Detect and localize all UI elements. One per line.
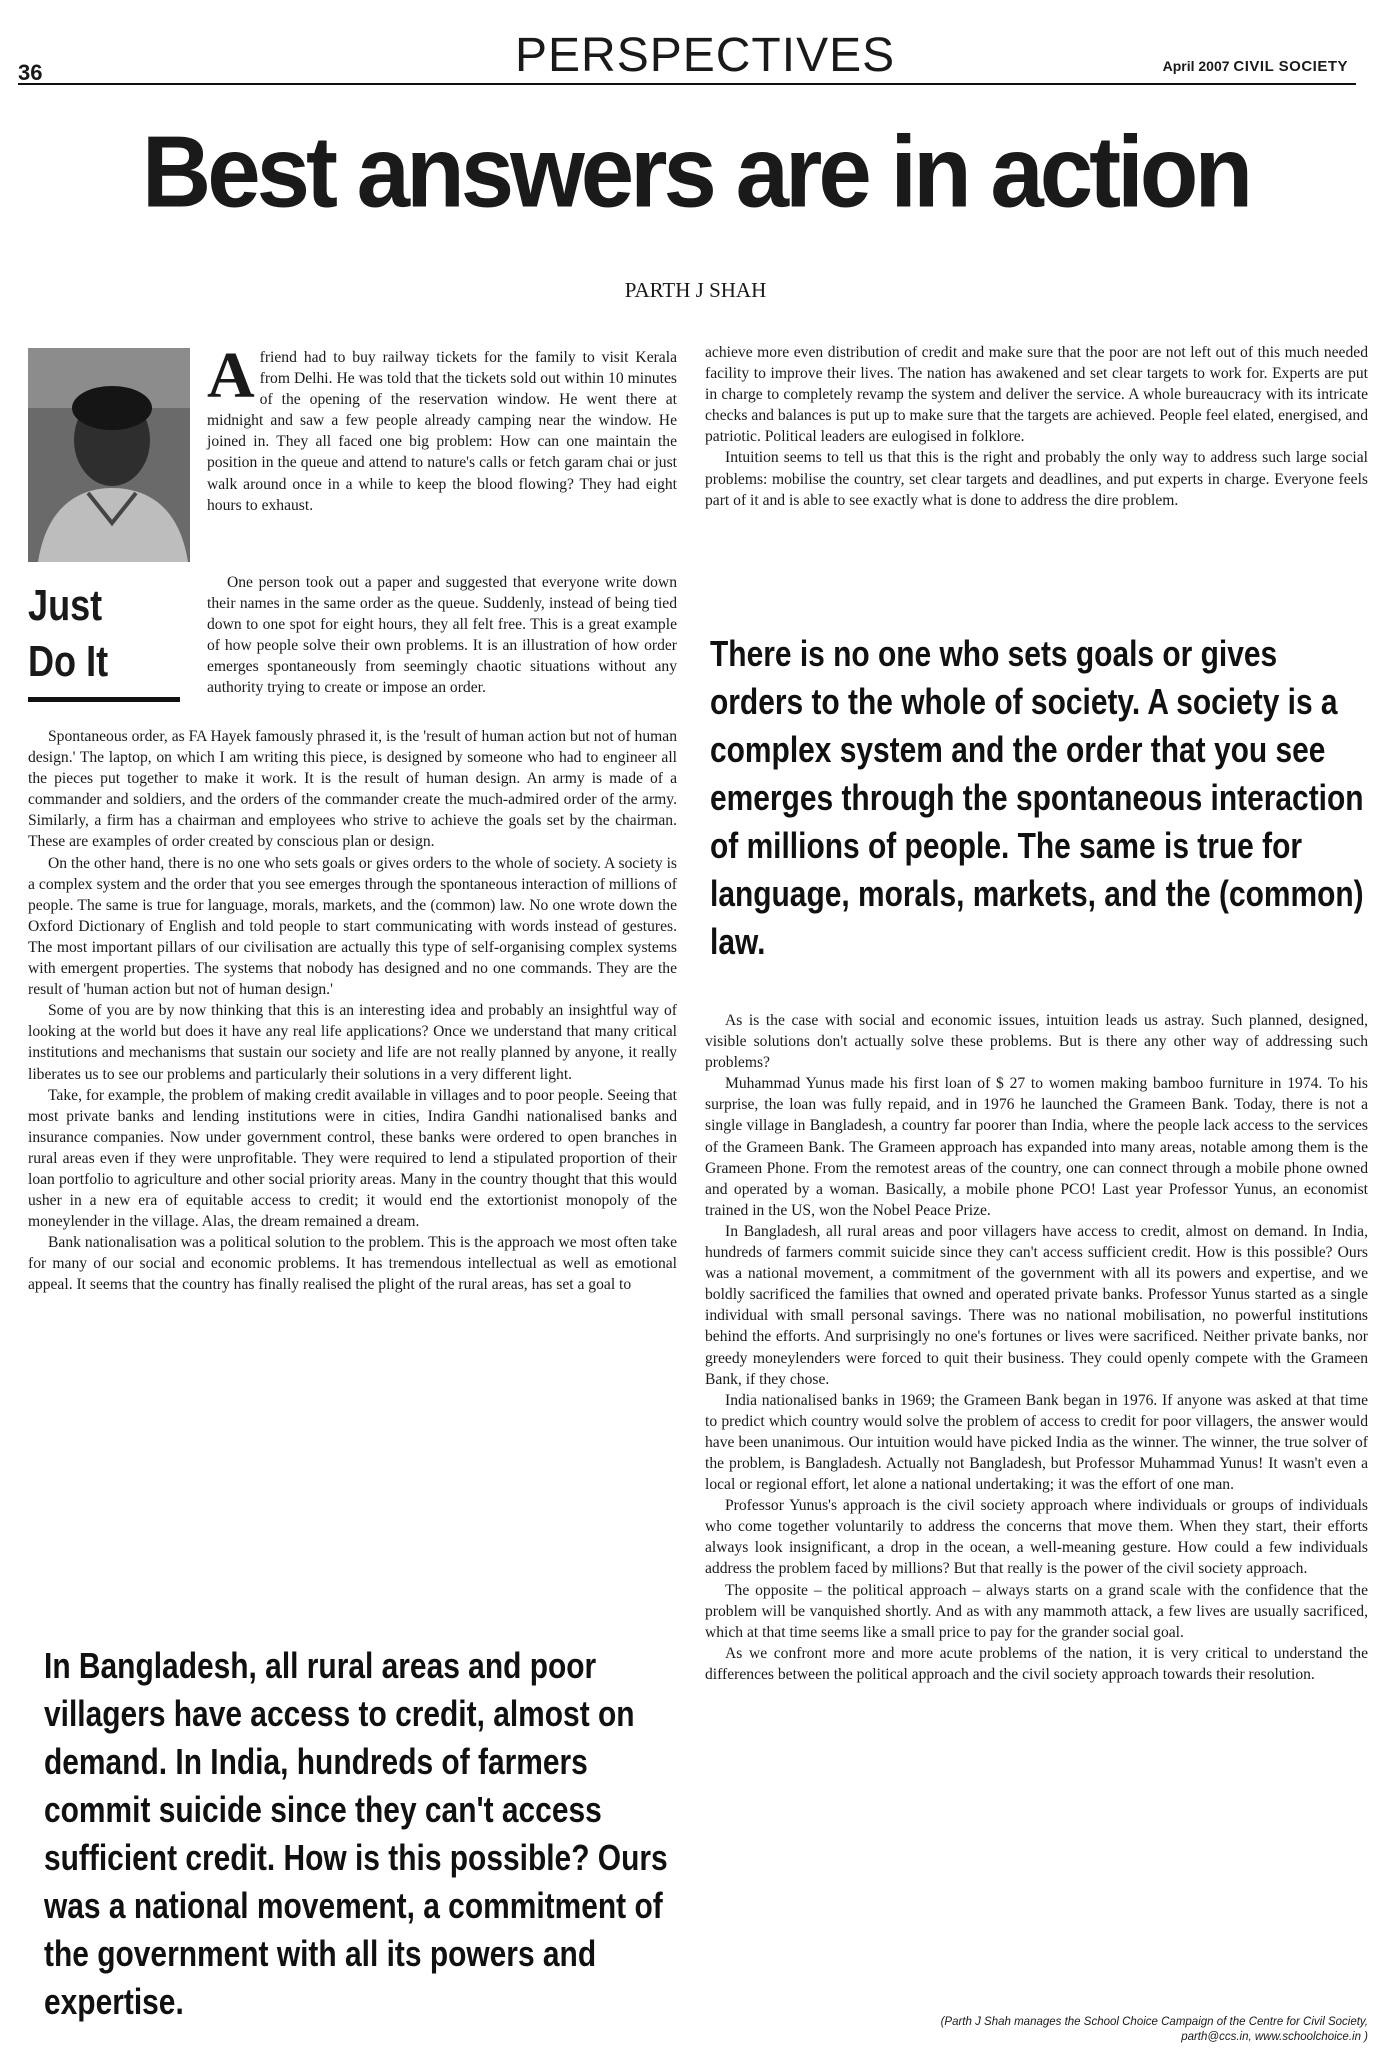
paragraph: The opposite – the political approach – always starts on a grand scale with the confidence that the problem will be vanquished shortly. And as with any mammoth attack, a few lives are usually sacrificed, which at that time seems like a small price to pay for the grander social goal. (705, 1581, 1368, 1641)
paragraph: On the other hand, there is no one who sets goals or gives orders to the whole of society. A society is a complex system and the order that you see emerges through the spontaneous interaction of millions of people. The same is true for language, morals, markets, and the (common) law. No one wrote down the Oxford Dictionary of English and told people to start communicating with words instead of gestures. The most important pillars of our civilisation are actually this type of self-organising complex systems with emergent properties. The systems that nobody has designed and no one commands. They are the result of 'human action but not of human design.' (28, 854, 677, 999)
author-note-line-2: parth@ccs.in, www.schoolchoice.in ) (1181, 2031, 1368, 2043)
paragraph: Take, for example, the problem of making credit available in villages and to poor people. Seeing that most private banks and lending institutions were in cities, Indira Gandhi nationalised banks and insurance companies. Now under government control, these banks were ordered to open branches in rural areas even if they were unprofitable. They were required to lend a stipulated proportion of their loan portfolio to agriculture and other social priority areas. Many in the country thought that this would usher in a new era of equitable access to credit; it would end the extortionist monopoly of the moneylender in the village. Alas, the dream remained a dream. (28, 1086, 677, 1231)
column-1-wrap (207, 572, 677, 699)
paragraph: Professor Yunus's approach is the civil society approach where individuals or groups of individuals who come together voluntarily to address the concerns that move them. When they start, their efforts always look insignificant, a drop in the ocean, a well-meaning gesture. How could a few individuals address the problem faced by millions? But that really is the power of the civil society approach. (705, 1497, 1368, 1578)
kicker (28, 578, 108, 690)
byline: PARTH J SHAH (624, 278, 767, 302)
author-note-line-1: (Parth J Shah manages the School Choice Campaign of the Centre for Civil Society, (940, 2016, 1368, 2028)
author-portrait-icon (28, 348, 190, 562)
author-note (705, 2015, 1368, 2045)
issue-date: April 2007 (1162, 58, 1230, 74)
paragraph: As we confront more and more acute problems of the nation, it is very critical to understand the differences between the political approach and the civil society approach towards their resolution. (705, 1644, 1368, 1683)
column-1-top (207, 339, 677, 516)
page-number: 36 (18, 60, 43, 85)
article-headline: Best answers are in action (141, 116, 1250, 229)
paragraph: achieve more even distribution of credit and make sure that the poor are not left out of this much needed facility to improve their lives. The nation has awakened and set clear targets to work for. Experts are put in charge to completely revamp the system and deliver the service. A whole bureaucracy with its intricate checks and balances is put up to make sure that the targets are achieved. People feel elated, energised, and patriotic. Political leaders are eulogised in folklore. (705, 344, 1368, 446)
kicker-rule (28, 697, 180, 702)
header-rule (18, 83, 1356, 85)
publication-name: CIVIL SOCIETY (1233, 58, 1348, 75)
author-photo (28, 348, 190, 562)
kicker-line-1: Just (28, 581, 103, 630)
paragraph: One person took out a paper and suggested that everyone write down their names in the same order as the queue. Suddenly, instead of being tied down to one spot for eight hours, they all felt free. This is a great example of how people solve their own problems. It is an illustration of how order emerges spontaneously from seemingly chaotic situations without any authority trying to create or impose an order. (207, 574, 677, 697)
pull-quote-right: There is no one who sets goals or gives orders to the whole of society. A society is a complex system and the order that you see emerges through the spontaneous interaction of millions of people. The same is true for language, morals, markets, and the (common) law. (710, 633, 1364, 962)
paragraph: Spontaneous order, as FA Hayek famously phrased it, is the 'result of human action but not of human design.' The laptop, on which I am writing this piece, is designed by someone who had to engineer all the pieces put together to make it work. It is the result of human design. An army is made of a commander and soldiers, and the orders of the commander create the much-admired order of the army. Similarly, a firm has a chairman and employees who strive to achieve the goals set by the chairman. These are examples of order created by conscious plan or design. (28, 728, 677, 851)
paragraph: Bank nationalisation was a political solution to the problem. This is the approach we most often take for many of our social and economic problems. It has tremendous intellectual as well as emotional appeal. It seems that the country has finally realised the plight of the rural areas, has set a goal to (28, 1234, 677, 1294)
column-2-top (705, 342, 1368, 511)
paragraph: India nationalised banks in 1969; the Grameen Bank began in 1976. If anyone was asked at that time to predict which country would solve the problem of access to credit for poor villagers, the answer would have been unanimous. Our intuition would have picked India as the winner. The winner, the true solver of the problem, is Bangladesh. Actually not Bangladesh, but Professor Muhammad Yunus! It wasn't even a local or regional effort, let alone a national undertaking; it was the effort of one man. (705, 1391, 1368, 1494)
paragraph: Muhammad Yunus made his first loan of $ 27 to women making bamboo furniture in 1974. To his surprise, the loan was fully repaid, and in 1976 he launched the Grameen Bank. Today, there is not a single village in Bangladesh, a country far poorer than India, where the people lack access to the services of the Grameen Bank. The Grameen approach has expanded into many areas, notable among them is the Grameen Phone. From the remotest areas of the country, one can connect through a mobile phone owned and operated by a woman. Basically, a mobile phone PCO! Last year Professor Yunus, an economist trained in the US, won the Nobel Peace Prize. (705, 1075, 1368, 1219)
drop-cap: A (207, 339, 255, 412)
paragraph: As is the case with social and economic issues, intuition leads us astray. Such planned, designed, visible solutions don't actually solve these problems. But is there any other way of addressing such problems? (705, 1012, 1368, 1072)
paragraph (207, 339, 677, 516)
paragraph: Some of you are by now thinking that this is an interesting idea and probably an insightful way of looking at the world but does it have any real life applications? Once we understand that many critical institutions and mechanisms that sustain our society and life are not really planned by anyone, it really liberates us to see our problems and particularly their solutions in a very different light. (28, 1002, 677, 1083)
section-title: PERSPECTIVES (515, 29, 896, 82)
column-1-rest (28, 726, 677, 1296)
paragraph: In Bangladesh, all rural areas and poor villagers have access to credit, almost on demand. In India, hundreds of farmers commit suicide since they can't access sufficient credit. How is this possible? Ours was a national movement, a commitment of the government with all its powers and expertise, and we boldly sacrificed the families that owned and operated private banks. Professor Yunus started as a single individual with small personal savings. There was no national mobilisation, no powerful institutions behind the efforts. And surprisingly no one's fortunes or lives were sacrificed. Neither private banks, nor greedy moneylenders were forced to quit their business. They could openly compete with the Grameen Bank, if they chose. (705, 1222, 1368, 1388)
kicker-line-2: Do It (28, 637, 109, 686)
column-2-rest (705, 1010, 1368, 1685)
paragraph: Intuition seems to tell us that this is the right and probably the only way to address such large social problems: mobilise the country, set clear targets and deadlines, and put experts in charge. Everyone feels part of it and is able to see exactly what is done to address the dire problem. (705, 449, 1368, 509)
pull-quote-left: In Bangladesh, all rural areas and poor villagers have access to credit, almost on demand. In India, hundreds of farmers commit suicide since they can't access sufficient credit. How is this possible? Ours was a national movement, a commitment of the government with all its powers and expertise. (44, 1645, 668, 2022)
issue-info (1163, 58, 1348, 75)
paragraph-text: friend had to buy railway tickets for the family to visit Kerala from Delhi. He was told that the tickets sold out within 10 minutes of the opening of the reservation window. He went there at midnight and saw a few people already camping near the window. He joined in. They all faced one big problem: How can one maintain the position in the queue and attend to nature's calls or fetch garam chai or just walk around once in a while to keep the blood flowing? They had eight hours to exhaust. (207, 349, 677, 514)
